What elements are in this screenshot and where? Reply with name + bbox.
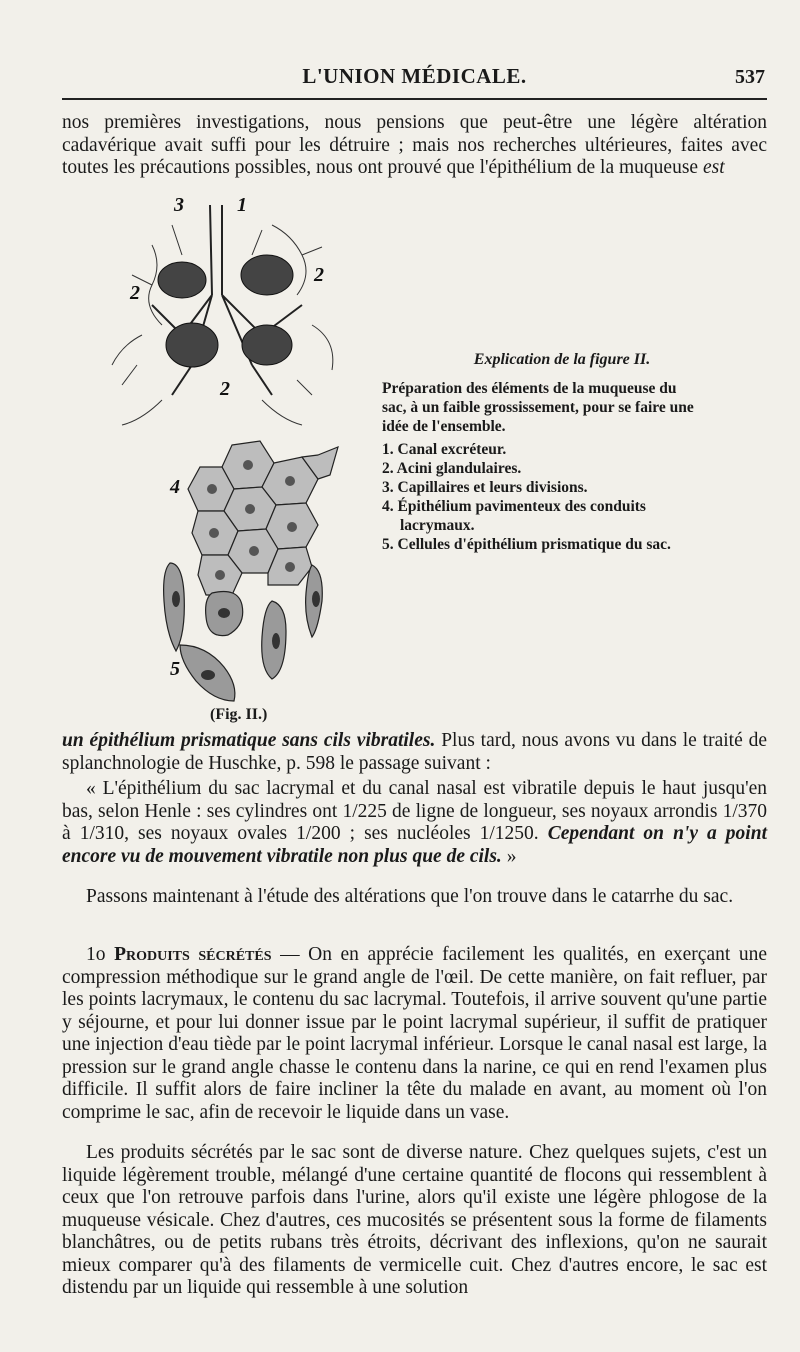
section-title: Produits sécrétés bbox=[114, 944, 272, 965]
journal-title: L'UNION MÉDICALE. bbox=[302, 64, 527, 88]
italic-phrase: un épithélium prismatique sans cils vibratiles. bbox=[62, 730, 436, 751]
paragraph-text: Les produits sécrétés par le sac sont de diverse nature. Chez quelques sujets, c'est un liquide légèrement trouble, mélangé d'une certaine quantité de flocons qui ressemblent à ceux que l'on retrouve parfois dans l'urine, alors qu'il existe une légère phlogose de la muqueuse vésicale. Chez d'autres, ces mucosités se présentent sous la forme de filaments blanchâtres, ou de petits rubans très étroits, décrivant des inflexions, qu'on ne saurait mieux comparer qu'à des filaments de vermicelle cuit. Chez d'autres encore, le sac est distendu par un liquide qui ressemble à une solution bbox=[62, 1142, 767, 1298]
figure-label: (Fig. II.) bbox=[210, 706, 268, 723]
caption-intro: Préparation des éléments de la muqueuse du sac, à un faible grossissement, pour se faire une idée de l'ensemble. bbox=[382, 380, 694, 435]
marker-2b: 2 bbox=[130, 282, 140, 304]
marker-1: 1 bbox=[237, 194, 247, 216]
paragraph-text: Plus tard, nous avons vu dans le traité de splanchnologie de Huschke, p. 598 le passage suivant : bbox=[62, 730, 767, 774]
quote-italic: Cependant on n'y a point encore vu de mouvement vibratile non plus que de cils. bbox=[62, 823, 767, 867]
paragraph-epithelium bbox=[62, 730, 767, 775]
intro-text: nos premières investigations, nous pensions que peut-être une légère altération cadavérique avait suffi pour les détruire ; mais nos recherches ultérieures, faites avec toutes les précautions possibles, nous ont prouvé que l'épithélium de la muqueuse bbox=[62, 112, 767, 178]
page-number: 537 bbox=[735, 66, 765, 88]
quotation-paragraph bbox=[62, 778, 767, 868]
running-header bbox=[62, 60, 767, 100]
quote-close: » bbox=[501, 845, 517, 867]
section-number: 1o bbox=[86, 944, 106, 965]
intro-italic-end: est bbox=[702, 157, 725, 178]
caption-item: 2. Acini glandulaires. bbox=[382, 460, 522, 477]
marker-4: 4 bbox=[170, 476, 180, 498]
marker-3: 3 bbox=[174, 194, 184, 216]
quote-text: « L'épithélium du sac lacrymal et du canal nasal est vibratile depuis le haut jusqu'en bas, selon Henle : ses cylindres ont 1/225 de ligne de longueur, ses noyaux arrondis 1/370 à 1/310, ses noyaux ovales 1/200 ; ses nucléoles 1/1250. bbox=[62, 778, 767, 844]
paragraph-intro bbox=[62, 112, 767, 180]
section-produits bbox=[62, 944, 767, 1124]
section-body: — On en apprécie facilement les qualités, en exerçant une compression méthodique sur le grand angle de l'œil. De cette manière, on fait refluer, par les points lacrymaux, le contenu du sac lacrymal. Toutefois, il arrive souvent qu'une partie y séjourne, et pour lui donner issue par le point lacrymal supérieur, il suffit de pratiquer une injection d'eau tiède par le point lacrymal inférieur. Lorsque le canal nasal est large, la pression sur le grand angle chasse le contenu dans la narine, ce qui en rend l'examen plus difficile. Il suffit alors de faire incliner la tête du malade en avant, au moment où l'on comprime le sac, afin de recevoir le liquide dans un vase. bbox=[62, 944, 767, 1123]
marker-2a: 2 bbox=[314, 264, 324, 286]
paragraph-text: Passons maintenant à l'étude des altérations que l'on trouve dans le catarrhe du sac. bbox=[86, 886, 734, 907]
caption-item: 5. Cellules d'épithélium prismatique du sac. bbox=[382, 536, 671, 553]
marker-2c: 2 bbox=[220, 378, 230, 400]
caption-item: 4. Épithélium pavimenteux des conduits lacrymaux. bbox=[382, 498, 646, 534]
marker-5: 5 bbox=[170, 658, 180, 680]
caption-item: 3. Capillaires et leurs divisions. bbox=[382, 479, 588, 496]
figure-caption bbox=[382, 350, 702, 554]
figure-illustration bbox=[62, 185, 382, 705]
caption-list bbox=[382, 440, 702, 554]
paragraph-last bbox=[62, 1142, 767, 1300]
caption-title: Explication de la figure II. bbox=[473, 351, 651, 368]
anatomical-figure bbox=[62, 185, 382, 705]
caption-item: 1. Canal excréteur. bbox=[382, 441, 507, 458]
paragraph-passons bbox=[62, 886, 767, 909]
